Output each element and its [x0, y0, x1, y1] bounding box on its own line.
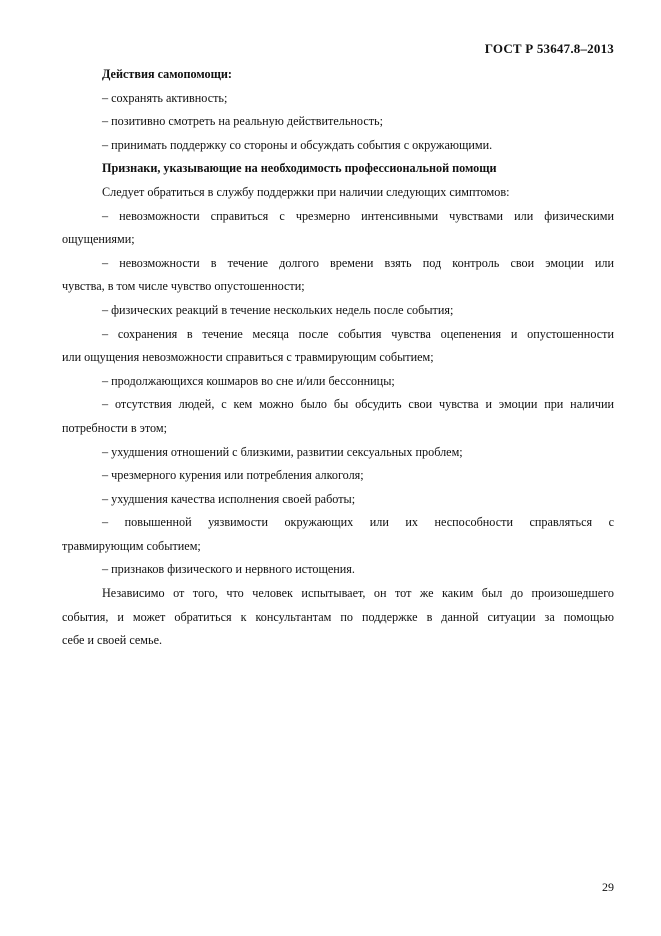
standard-header: ГОСТ Р 53647.8–2013 [484, 41, 614, 56]
closing-line-2: события, и может обратиться к консультантам по поддержке в данной ситуации за помощью [62, 609, 614, 624]
sign-item-6-line-2: потребности в этом; [62, 420, 168, 435]
self-help-item-3: – принимать поддержку со стороны и обсуждать события с окружающими. [102, 137, 493, 152]
sign-item-10-line-2: травмирующим событием; [62, 538, 201, 553]
signs-intro: Следует обратиться в службу поддержки при наличии следующих симптомов: [102, 184, 510, 199]
self-help-item-1: – сохранять активность; [102, 90, 228, 105]
sign-item-3: – физических реакций в течение нескольких недель после события; [102, 302, 454, 317]
page-number: 29 [602, 880, 614, 894]
sign-item-2-line-2: чувства, в том числе чувство опустошенности; [62, 279, 305, 294]
signs-heading: Признаки, указывающие на необходимость профессиональной помощи [102, 161, 497, 176]
sign-item-1-line-2: ощущениями; [62, 232, 135, 247]
document-content [62, 63, 614, 653]
sign-item-7: – ухудшения отношений с близкими, развитии сексуальных проблем; [102, 444, 463, 459]
sign-item-11: – признаков физического и нервного истощения. [102, 562, 355, 577]
sign-item-10-line-1: – повышенной уязвимости окружающих или их неспособности справляться с [102, 515, 614, 530]
closing-line-3: себе и своей семье. [62, 633, 163, 648]
sign-item-8: – чрезмерного курения или потребления алкоголя; [102, 468, 364, 483]
self-help-heading: Действия самопомощи: [102, 67, 232, 81]
sign-item-1-line-1: – невозможности справиться с чрезмерно интенсивными чувствами или физическими [102, 208, 614, 223]
sign-item-9: – ухудшения качества исполнения своей работы; [102, 491, 356, 506]
self-help-item-2: – позитивно смотреть на реальную действительность; [102, 114, 383, 129]
sign-item-4-line-2: или ощущения невозможности справиться с травмирующим событием; [62, 350, 434, 365]
sign-item-6-line-1: – отсутствия людей, с кем можно было бы обсудить свои чувства и эмоции при наличии [102, 397, 614, 412]
closing-line-1: Независимо от того, что человек испытывает, он тот же каким был до произошедшего [102, 586, 614, 601]
sign-item-2-line-1: – невозможности в течение долгого времени взять под контроль свои эмоции или [102, 255, 614, 270]
sign-item-5: – продолжающихся кошмаров во сне и/или бессонницы; [102, 373, 395, 388]
sign-item-4-line-1: – сохранения в течение месяца после события чувства оцепенения и опустошенности [102, 326, 614, 341]
